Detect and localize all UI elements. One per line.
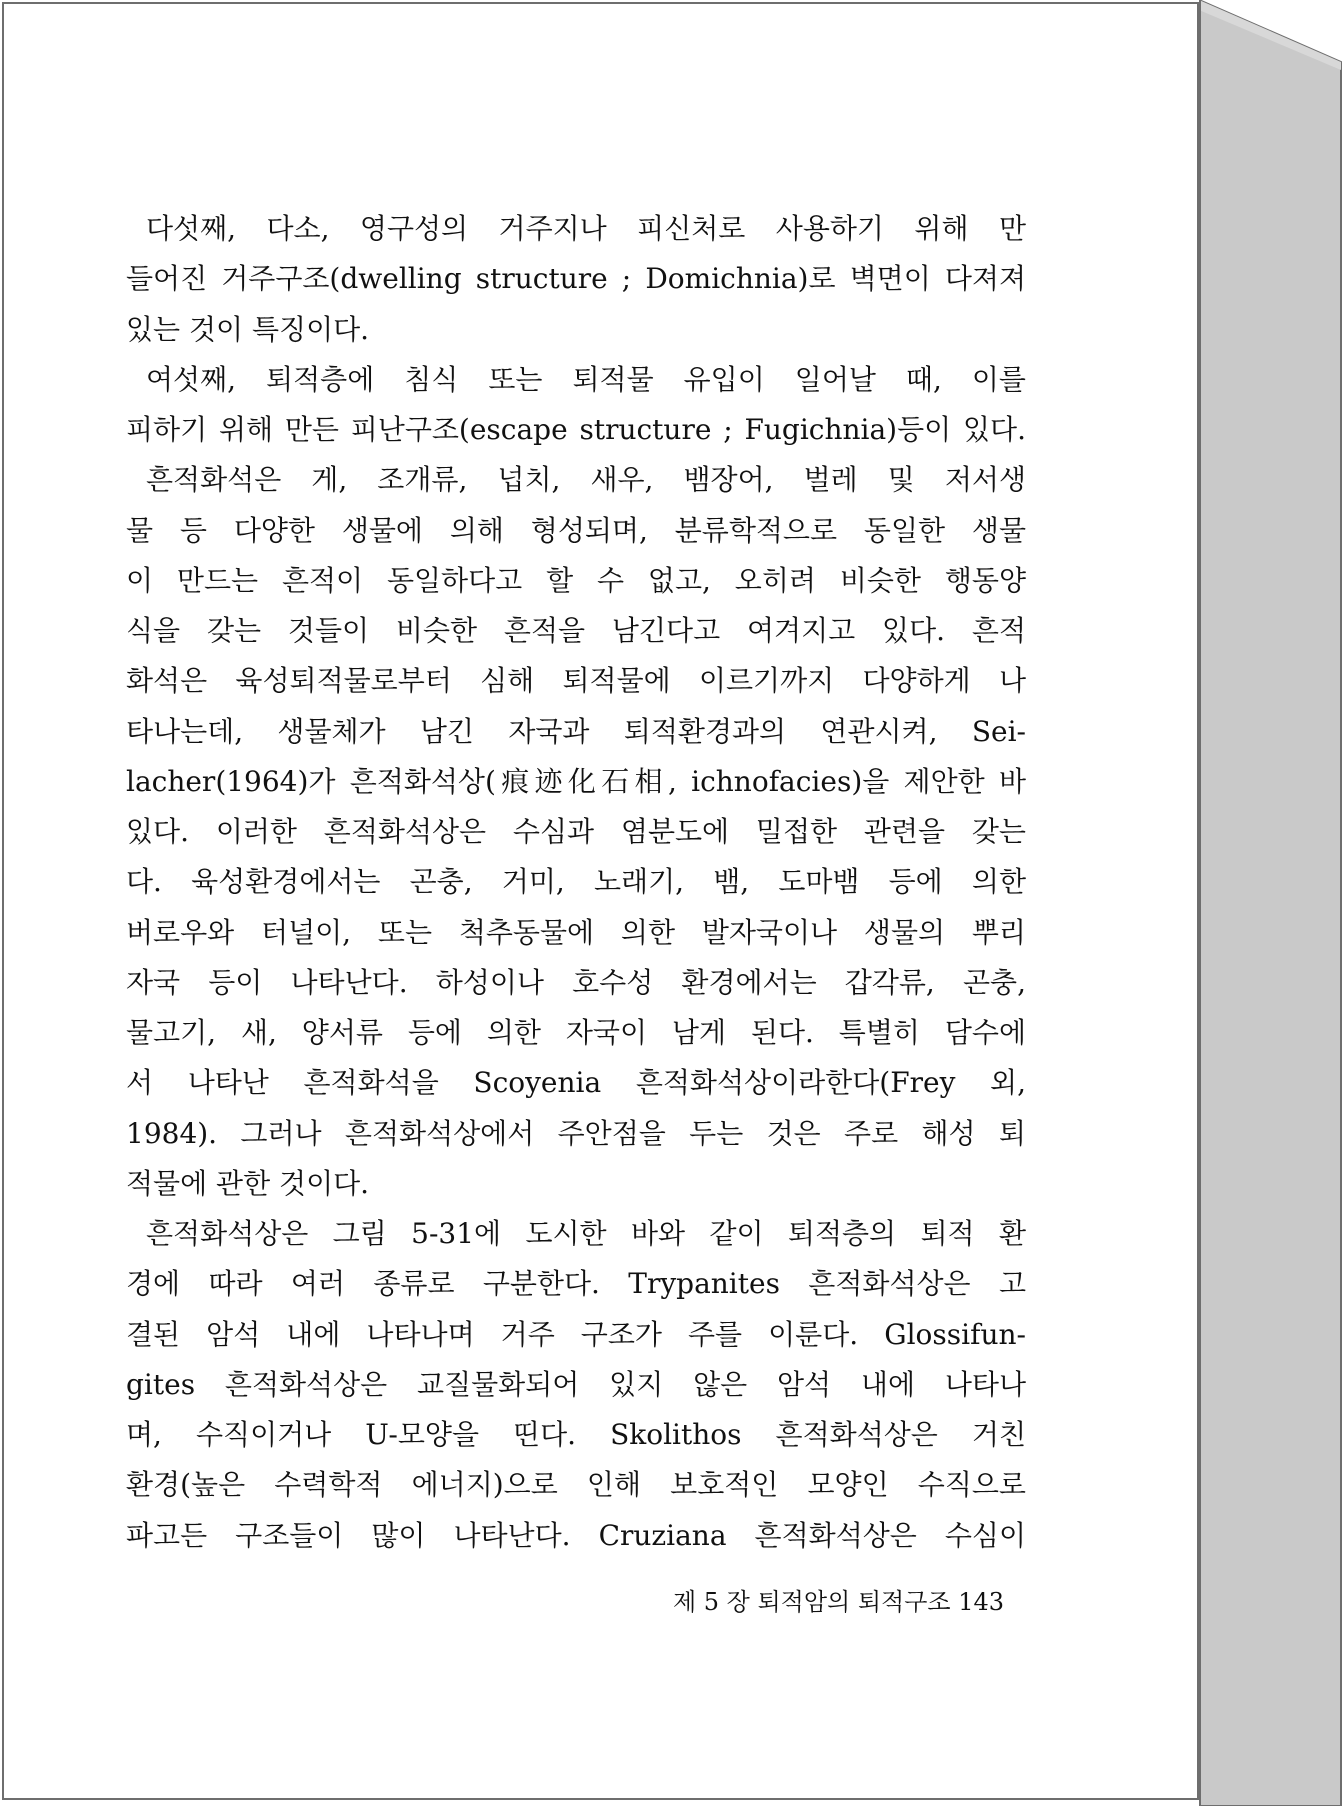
text-line: 며, 수직이거나 U-모양을 띤다. Skolithos 흔적화석상은 거친 xyxy=(126,1418,1026,1451)
text-line: 결된 암석 내에 나타나며 거주 구조가 주를 이룬다. Glossifun- xyxy=(126,1317,1026,1351)
text-line: 이 만드는 흔적이 동일하다고 할 수 없고, 오히려 비슷한 행동양 xyxy=(126,563,1026,597)
text-line: 피하기 위해 만든 피난구조(escape structure ; Fugichnia)등이 있다. xyxy=(126,413,1026,446)
text-line: 들어진 거주구조(dwelling structure ; Domichnia)로 벽면이 다져져 xyxy=(126,262,1026,296)
text-line: 타나는데, 생물체가 남긴 자국과 퇴적환경과의 연관시켜, Sei- xyxy=(126,714,1026,748)
text-line: 경에 따라 여러 종류로 구분한다. Trypanites 흔적화석상은 고 xyxy=(126,1267,1026,1301)
book-page xyxy=(2,2,1199,1800)
text-line: lacher(1964)가 흔적화석상(痕迹化石相, ichnofacies)을 제안한 바 xyxy=(126,764,1026,798)
text-line: 화석은 육성퇴적물로부터 심해 퇴적물에 이르기까지 다양하게 나 xyxy=(126,664,1026,698)
text-line: 있다. 이러한 흔적화석상은 수심과 염분도에 밀접한 관련을 갖는 xyxy=(126,815,1026,848)
book-spine xyxy=(1199,0,1343,1806)
text-line: 서 나타난 흔적화석을 Scoyenia 흔적화석상이라한다(Frey 외, xyxy=(126,1066,1026,1100)
text-line: 1984). 그러나 흔적화석상에서 주안점을 두는 것은 주로 해성 퇴 xyxy=(126,1116,1026,1150)
text-line: 물 등 다양한 생물에 의해 형성되며, 분류학적으로 동일한 생물 xyxy=(126,513,1026,547)
text-line: 버로우와 터널이, 또는 척추동물에 의한 발자국이나 생물의 뿌리 xyxy=(126,915,1026,949)
text-line: 다. 육성환경에서는 곤충, 거미, 노래기, 뱀, 도마뱀 등에 의한 xyxy=(126,865,1026,899)
text-line: 흔적화석은 게, 조개류, 넙치, 새우, 뱀장어, 벌레 및 저서생 xyxy=(146,463,1026,497)
body-text xyxy=(126,204,1026,1561)
running-footer: 제 5 장 퇴적암의 퇴적구조 143 xyxy=(672,1588,1004,1616)
text-line: 환경(높은 수력학적 에너지)으로 인해 보호적인 모양인 수직으로 xyxy=(126,1468,1026,1502)
text-line: 여섯째, 퇴적층에 침식 또는 퇴적물 유입이 일어날 때, 이를 xyxy=(146,362,1026,396)
text-line: 흔적화석상은 그림 5-31에 도시한 바와 같이 퇴적층의 퇴적 환 xyxy=(146,1217,1026,1250)
text-line: 있는 것이 특징이다. xyxy=(126,312,370,346)
text-line: 식을 갖는 것들이 비슷한 흔적을 남긴다고 여겨지고 있다. 흔적 xyxy=(126,614,1026,647)
text-line: 파고든 구조들이 많이 나타난다. Cruziana 흔적화석상은 수심이 xyxy=(126,1518,1026,1552)
text-line: 자국 등이 나타난다. 하성이나 호수성 환경에서는 갑각류, 곤충, xyxy=(126,965,1026,999)
text-line: gites 흔적화석상은 교질물화되어 있지 않은 암석 내에 나타나 xyxy=(126,1367,1026,1401)
text-line: 물고기, 새, 양서류 등에 의한 자국이 남게 된다. 특별히 담수에 xyxy=(126,1016,1026,1049)
text-line: 적물에 관한 것이다. xyxy=(126,1166,370,1200)
text-line: 다섯째, 다소, 영구성의 거주지나 피신처로 사용하기 위해 만 xyxy=(146,212,1026,245)
